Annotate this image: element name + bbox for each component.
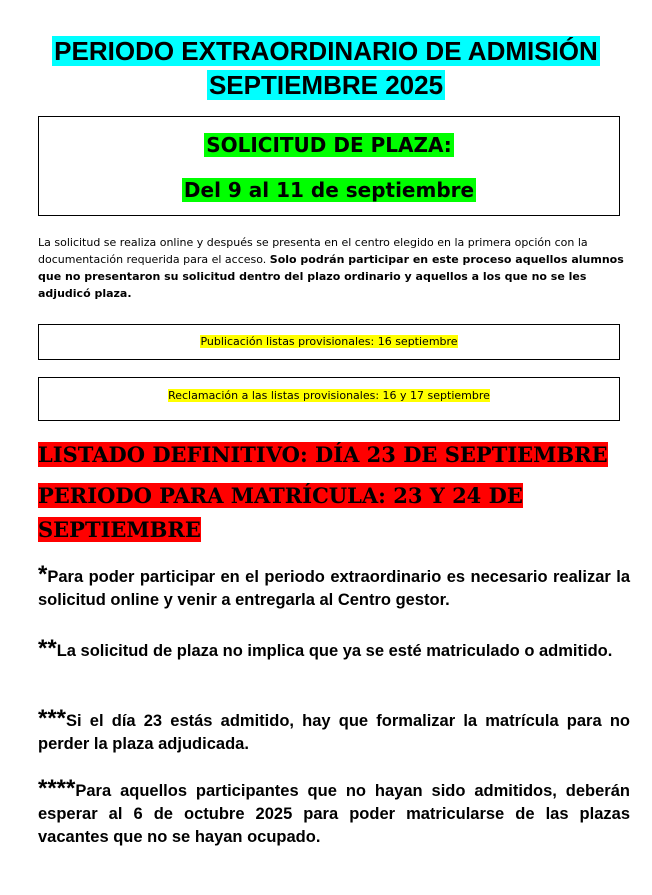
note-3-text: Si el día 23 estás admitido, hay que formalizar la matrícula para no perder la plaza adjudicada. <box>38 712 630 753</box>
note-2 <box>38 635 630 663</box>
intro-normal-text: La solicitud se realiza online y después se presenta en el centro elegido en la primera opción con la documentación requerida para el acceso. <box>38 236 588 266</box>
provisional-list-box <box>38 324 620 360</box>
intro-paragraph <box>38 234 628 302</box>
note-3-stars: *** <box>38 705 67 732</box>
intro-bold-text: Solo podrán participar en este proceso aquellos alumnos que no presentaron su solicitud dentro del plazo ordinario y aquellos a los que no se les adjudicó plaza. <box>38 253 624 300</box>
note-4-text: Para aquellos participantes que no hayan sido admitidos, deberán esperar al 6 de octubre 2025 para poder matricularse de las plazas vacantes que no se hayan ocupado. <box>38 782 630 846</box>
note-2-stars: ** <box>38 635 57 662</box>
solicitud-box <box>38 116 620 216</box>
note-1-text: Para poder participar en el periodo extraordinario es necesario realizar la solicitud online y venir a entregarla al Centro gestor. <box>38 568 630 609</box>
provisional-list-text: Publicación listas provisionales: 16 septiembre <box>200 335 458 348</box>
matricula-line-1: PERIODO PARA MATRÍCULA: 23 Y 24 DE <box>38 483 523 508</box>
reclamacion-text: Reclamación a las listas provisionales: 16 y 17 septiembre <box>168 389 490 402</box>
matricula-line-2: SEPTIEMBRE <box>38 517 201 542</box>
reclamacion-box <box>38 377 620 421</box>
note-4 <box>38 775 630 849</box>
title-line-1: PERIODO EXTRAORDINARIO DE ADMISIÓN <box>54 36 598 66</box>
note-1 <box>38 561 630 612</box>
note-3 <box>38 705 630 756</box>
title-line-2: SEPTIEMBRE 2025 <box>208 70 444 100</box>
note-1-stars: * <box>38 561 48 588</box>
listado-definitivo <box>38 438 628 472</box>
periodo-matricula <box>38 479 628 547</box>
note-4-stars: **** <box>38 775 76 802</box>
listado-definitivo-text: LISTADO DEFINITIVO: DÍA 23 DE SEPTIEMBRE <box>38 442 608 467</box>
note-2-text: La solicitud de plaza no implica que ya se esté matriculado o admitido. <box>56 642 613 660</box>
solicitud-heading: SOLICITUD DE PLAZA: <box>206 133 452 157</box>
page-title <box>0 34 652 102</box>
solicitud-dates: Del 9 al 11 de septiembre <box>183 178 475 202</box>
